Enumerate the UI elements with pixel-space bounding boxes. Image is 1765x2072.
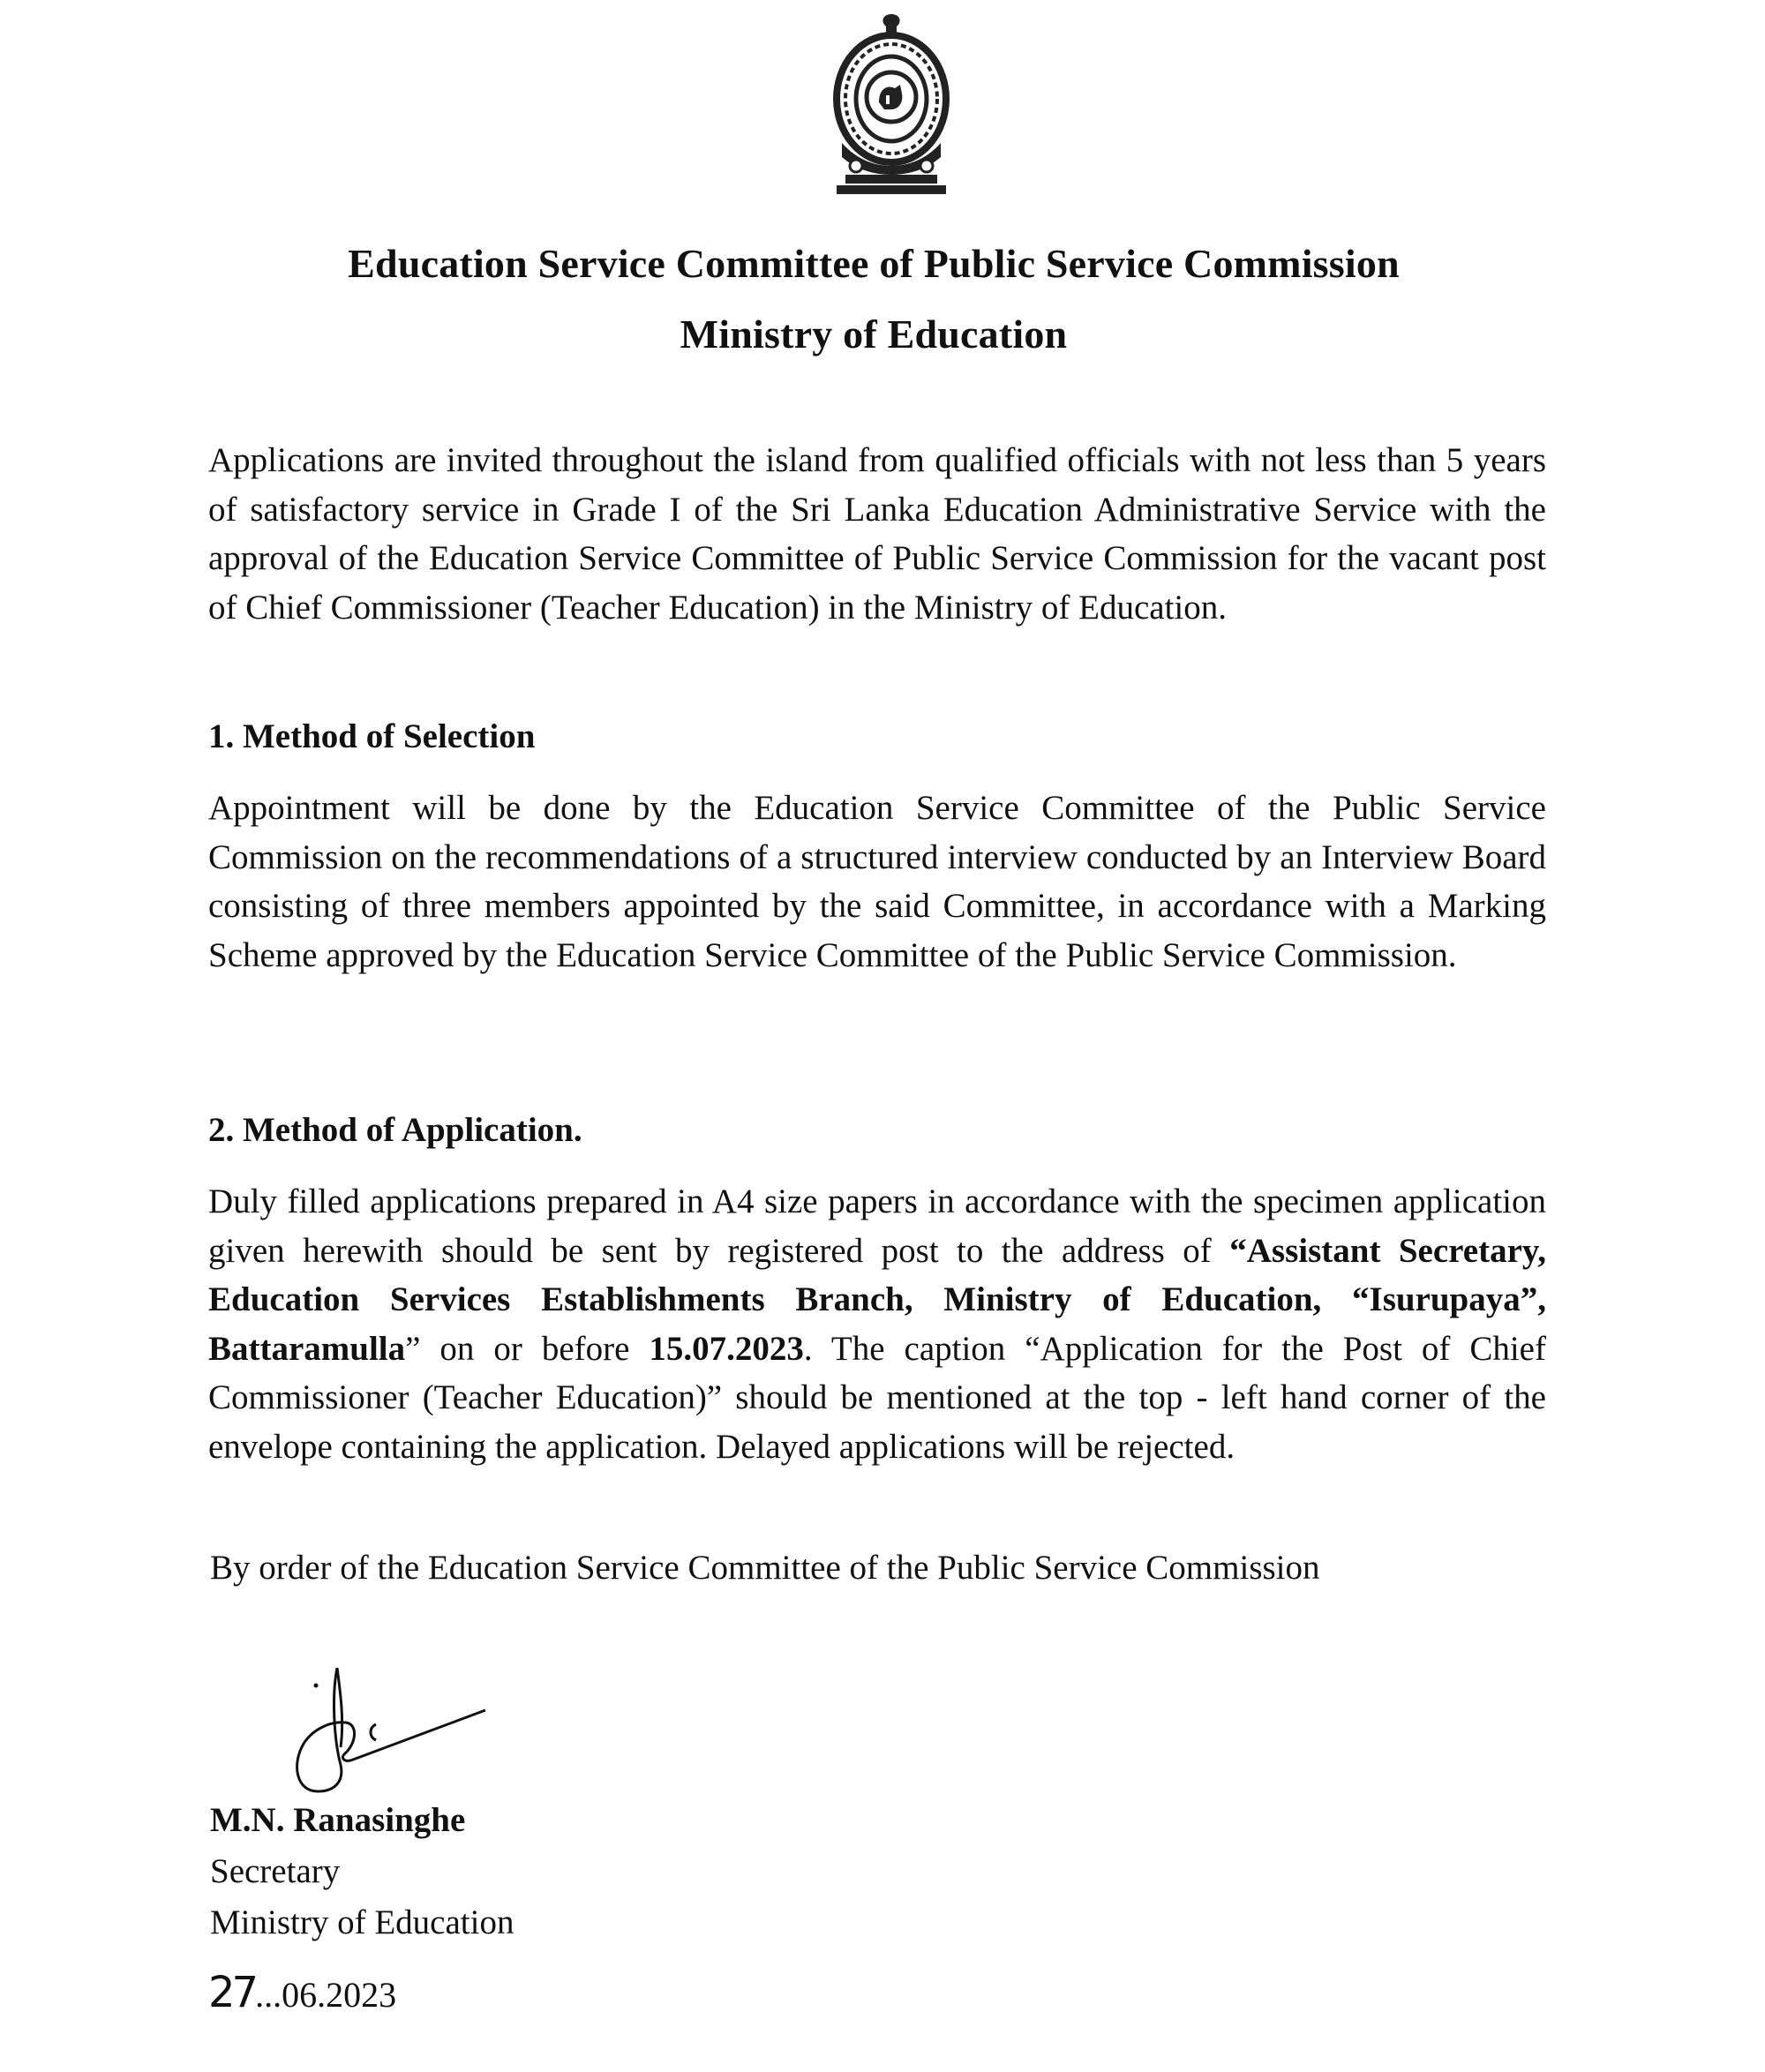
deadline-date: 15.07.2023: [649, 1329, 804, 1368]
signatory-office: Ministry of Education: [210, 1903, 514, 1941]
section1-body: Appointment will be done by the Education Service Committee of the Public Service Commission on the recommendations of a structured interview conducted by an Interview Board consisting of three members appointed by the said Committee, in accordance with a Marking Scheme approved by the Education Service Committee of the Public Service Commission.: [208, 789, 1546, 974]
section1-heading: 1. Method of Selection: [208, 717, 536, 755]
section2-heading: 2. Method of Application.: [208, 1111, 582, 1149]
section2-body: [208, 1177, 1546, 1471]
section2-body-part3: . The caption “Application for the Post of Chief Commissioner (Teacher Education)” should be mentioned at the top - left hand corner of the envelope containing the application. Delayed applications will be rejected.: [208, 1329, 1546, 1466]
ministry-title: Ministry of Education: [680, 312, 1068, 357]
signatory-title: Secretary: [210, 1852, 341, 1890]
document-date: [208, 1968, 396, 2017]
signature-icon: [282, 1659, 503, 1809]
address-bold: “Assistant Secretary, Education Services Establishments Branch, Ministry of Education, “Isurupaya”, Battaramulla: [208, 1231, 1546, 1368]
section2-body-part1: Duly filled applications prepared in A4 size papers in accordance with the specimen application given herewith should be sent by registered post to the address of: [208, 1182, 1546, 1270]
committee-title: Education Service Committee of Public Service Commission: [348, 241, 1400, 286]
closing-line: By order of the Education Service Committee of the Public Service Commission: [210, 1549, 1320, 1587]
signatory-name: M.N. Ranasinghe: [210, 1801, 466, 1839]
state-emblem-icon: [830, 11, 953, 196]
date-printed: ...06.2023: [255, 1975, 397, 2015]
section2-body-part2: ” on or before: [405, 1329, 650, 1368]
date-day-handwritten: 27: [208, 1968, 256, 2017]
intro-paragraph: Applications are invited throughout the island from qualified officials with not less than 5 years of satisfactory service in Grade I of the Sri Lanka Education Administrative Service with the approval of the Education Service Committee of Public Service Commission for the vacant post of Chief Commissioner (Teacher Education) in the Ministry of Education.: [208, 441, 1546, 627]
